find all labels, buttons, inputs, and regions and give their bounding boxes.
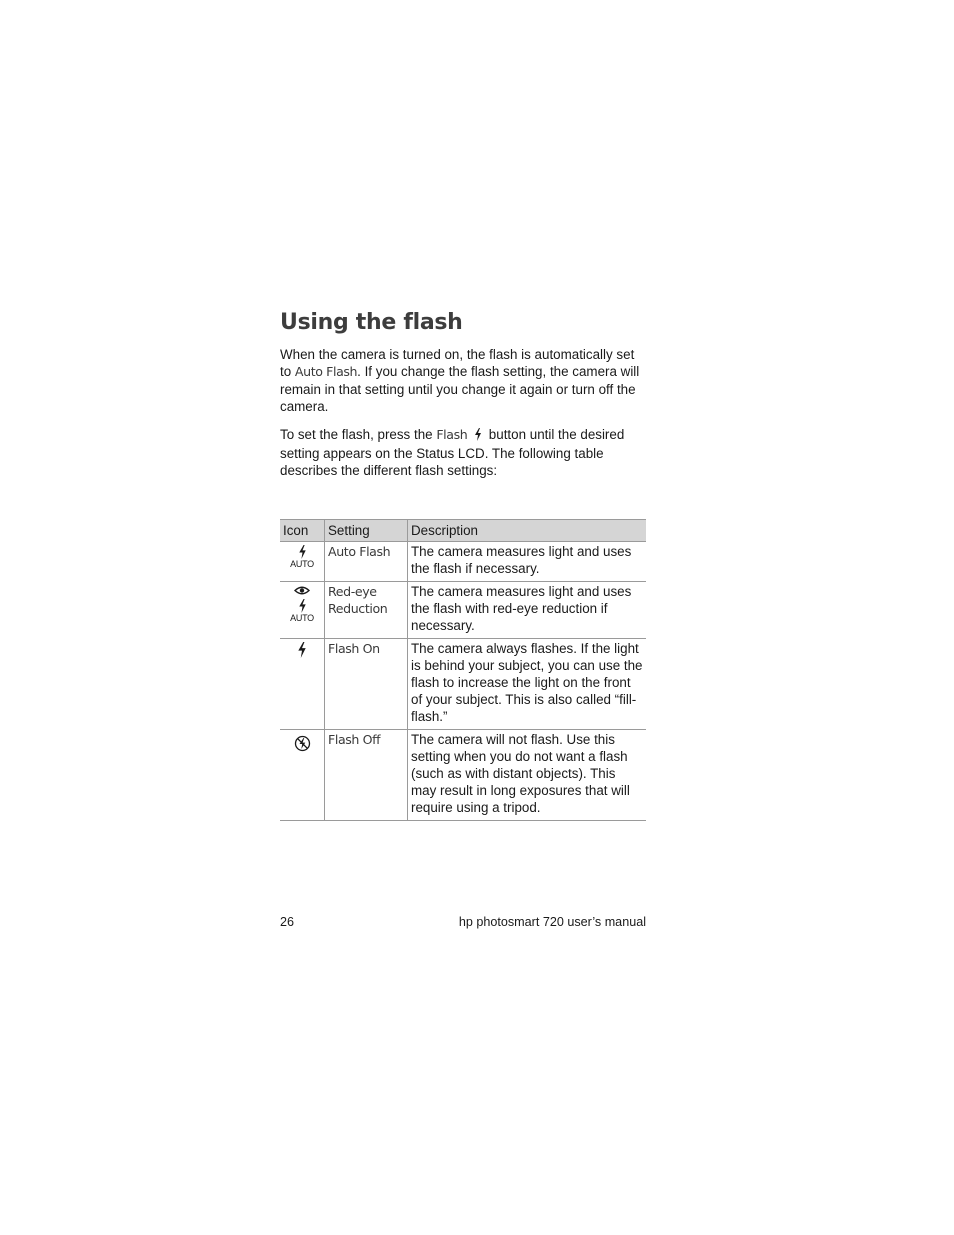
auto-label: AUTO bbox=[290, 613, 314, 623]
table-row-flash-on bbox=[280, 639, 646, 730]
page-footer bbox=[280, 915, 646, 929]
flash-icon bbox=[471, 428, 485, 445]
setting-cell: Red-eye Reduction bbox=[325, 582, 408, 639]
header-icon: Icon bbox=[280, 520, 325, 542]
eye-icon bbox=[294, 585, 310, 596]
setting-cell: Flash Off bbox=[325, 730, 408, 821]
icon-cell bbox=[280, 582, 325, 639]
flash-auto-icon bbox=[283, 543, 321, 569]
page-title: Using the flash bbox=[280, 310, 463, 335]
header-setting: Setting bbox=[325, 520, 408, 542]
instruction-text-before: To set the flash, press the bbox=[280, 426, 437, 442]
instruction-paragraph bbox=[280, 426, 646, 480]
auto-flash-term: Auto Flash bbox=[294, 364, 358, 380]
table-row-flash-off bbox=[280, 730, 646, 821]
setting-cell: Auto Flash bbox=[325, 542, 408, 582]
table-row-red-eye bbox=[280, 582, 646, 639]
flash-off-icon bbox=[283, 731, 321, 752]
intro-text-before: When the camera is turned on, the flash is automatically set to bbox=[280, 347, 635, 380]
page-content bbox=[280, 306, 646, 490]
description-cell: The camera measures light and uses the flash if necessary. bbox=[408, 542, 647, 582]
description-cell: The camera measures light and uses the flash with red-eye reduction if necessary. bbox=[408, 582, 647, 639]
table-header-row bbox=[280, 520, 646, 542]
flash-settings-table bbox=[280, 519, 646, 821]
description-cell: The camera will not flash. Use this setting when you do not want a flash (such as with distant objects). This may result in long exposures that will require using a tripod. bbox=[408, 730, 647, 821]
flash-on-icon bbox=[283, 640, 321, 658]
intro-paragraph bbox=[280, 346, 646, 416]
page-number: 26 bbox=[280, 915, 295, 929]
red-eye-auto-icon bbox=[283, 583, 321, 623]
header-description: Description bbox=[408, 520, 647, 542]
table-row-auto-flash bbox=[280, 542, 646, 582]
icon-cell bbox=[280, 639, 325, 730]
auto-label: AUTO bbox=[290, 559, 314, 569]
description-cell: The camera always flashes. If the light is behind your subject, you can use the flash to increase the light on the front of your subject. This is also called “fill-flash.” bbox=[408, 639, 647, 730]
flash-button-term: Flash bbox=[436, 426, 468, 442]
setting-cell: Flash On bbox=[325, 639, 408, 730]
instruction-text-after: button until the desired setting appears on the Status LCD. The following table describes the different flash settings: bbox=[280, 426, 625, 479]
icon-cell bbox=[280, 730, 325, 821]
intro-text-after: . If you change the flash setting, the camera will remain in that setting until you change it again or turn off the camera. bbox=[280, 364, 640, 415]
icon-cell bbox=[280, 542, 325, 582]
manual-title: hp photosmart 720 user’s manual bbox=[458, 915, 646, 929]
